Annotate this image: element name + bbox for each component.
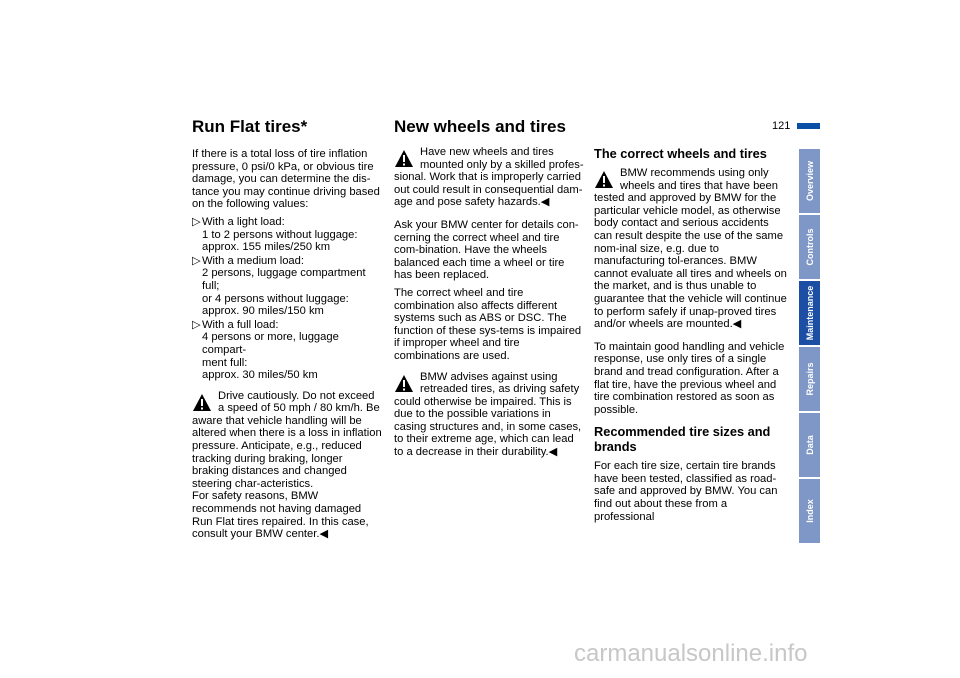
list-line: or 4 persons without luggage: <box>202 292 349 305</box>
list-line: 2 persons, luggage compartment full; <box>202 267 366 292</box>
warning-icon <box>192 393 212 412</box>
warning-text: Drive cautiously. Do not exceed a speed of 50 mph / 80 km/h. Be aware that vehicle handling will be altered when there is a loss in inflation pressure. Anticipate, e.g., reduced tracking during braking, longer braking distances and changed steering char-acteristics. <box>192 389 382 490</box>
page-number-bar <box>797 123 820 129</box>
list-item <box>192 319 382 382</box>
tab-label: Controls <box>804 228 815 266</box>
watermark: carmanualsonline.info <box>574 640 808 667</box>
list-line: 1 to 2 persons without luggage: <box>202 228 358 241</box>
tab-index[interactable] <box>799 479 820 543</box>
tab-label: Index <box>804 499 815 523</box>
paragraph: To maintain good handling and vehicle response, use only tires of a single brand and tread configuration. After a flat tire, have the previous wheel and tire combination restored as soon as possible. <box>594 340 785 416</box>
warning-block <box>594 167 788 331</box>
left-column <box>192 148 382 547</box>
list-line: ment full: <box>202 356 248 369</box>
warning-block <box>394 146 584 209</box>
bullet-arrow-icon: ▷ <box>192 318 201 331</box>
warning-block <box>394 371 584 459</box>
warning-icon <box>394 149 414 168</box>
list-item <box>192 255 382 318</box>
run-flat-intro: If there is a total loss of tire inflation pressure, 0 psi/0 kPa, or obvious tire damage, you can determine the dis-tance you may continue driving based on the following values: <box>192 148 380 211</box>
warning-text: BMW recommends using only wheels and tires that have been tested and approved by BMW for the particular vehicle model, as otherwise body contact and serious accidents can result despite the use of the same nom-inal size, e.g. due to manufacturing tol-erances. BMW cannot evaluate all tires and wheels on the market, and is thus unable to guarantee that the vehicle will continue to perform safely if unap-proved tires and/or wheels are mounted.◀ <box>594 167 787 331</box>
tab-label: Maintenance <box>804 285 815 341</box>
tab-label: Data <box>804 435 815 455</box>
warning-icon <box>594 170 614 189</box>
bullet-arrow-icon: ▷ <box>192 254 201 267</box>
bullet-arrow-icon: ▷ <box>192 215 201 228</box>
tab-label: Overview <box>804 160 815 202</box>
list-line: approx. 90 miles/150 km <box>202 305 324 318</box>
paragraph: For each tire size, certain tire brands have been tested, classified as road-safe and approved by BMW. You can find out about these from a professional <box>594 460 778 523</box>
warning-block <box>192 390 382 541</box>
section-heading: The correct wheels and tires <box>594 146 767 161</box>
list-item <box>192 216 382 254</box>
warning-text: For safety reasons, BMW recommends not having damaged Run Flat tires repaired. In this case, consult your BMW center.◀ <box>192 490 369 541</box>
list-line: With a full load: <box>202 318 279 331</box>
middle-column <box>394 142 584 465</box>
tab-repairs[interactable] <box>799 347 820 411</box>
section-tabs <box>799 149 820 545</box>
run-flat-title: Run Flat tires* <box>192 117 308 136</box>
list-line: approx. 30 miles/50 km <box>202 369 318 382</box>
warning-text: BMW advises against using retreaded tires, as driving safety could otherwise be impaired. This is due to the possible variations in casing structures and, in some cases, to their extreme age, which can lead to a decrease in their durability.◀ <box>394 370 582 459</box>
right-column <box>594 146 788 528</box>
tab-label: Repairs <box>804 362 815 396</box>
paragraph: The correct wheel and tire combination also affects different systems such as ABS or DSC. The function of these sys-tems is impaired if improper wheel and tire combinations are used. <box>394 286 582 362</box>
list-line: 4 persons or more, luggage compart- <box>202 331 339 356</box>
load-list <box>192 216 382 382</box>
tab-maintenance[interactable] <box>799 281 820 345</box>
page-number: 121 <box>772 120 791 132</box>
new-wheels-title: New wheels and tires <box>394 117 566 136</box>
tab-data[interactable] <box>799 413 820 477</box>
list-line: With a light load: <box>202 215 285 228</box>
list-line: With a medium load: <box>202 254 304 267</box>
section-heading: Recommended tire sizes and brands <box>594 424 771 455</box>
tab-overview[interactable] <box>799 149 820 213</box>
warning-icon <box>394 374 414 393</box>
list-line: approx. 155 miles/250 km <box>202 241 331 254</box>
paragraph: Ask your BMW center for details con-cerning the correct wheel and tire com-bination. Have the wheels balanced each time a wheel or tire has been replaced. <box>394 218 579 282</box>
tab-controls[interactable] <box>799 215 820 279</box>
warning-text: Have new wheels and tires mounted only by a skilled profes-sional. Work that is improperly carried out could result in consequential dam-age and pose safety hazards.◀ <box>394 146 584 209</box>
